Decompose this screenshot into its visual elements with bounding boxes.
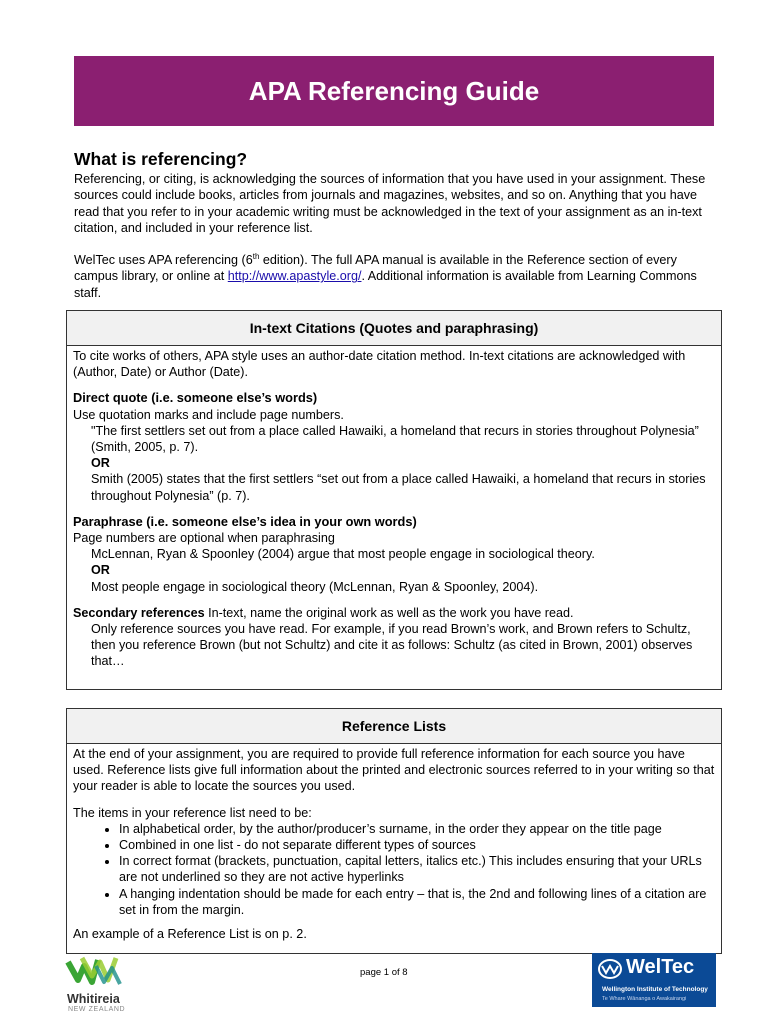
- reference-items-list: [73, 821, 715, 918]
- direct-quote-example-2: Smith (2005) states that the first settlers “set out from a place called Hawaiki, a homeland that recurs in stories throughout Polynesia” (p. 7).: [91, 472, 706, 503]
- list-item: • Combined in one list - do not separate different types of sources: [119, 837, 715, 853]
- intro-p2-text-b: edition). The full APA manual is available in the Reference section of every campus library, or online at: [74, 253, 677, 284]
- reference-lists-heading: Reference Lists: [67, 709, 721, 744]
- list-item: • A hanging indentation should be made for each entry – that is, the 2nd and following lines of a citation are set in from the margin.: [119, 886, 715, 918]
- secondary-references-heading: Secondary references: [73, 605, 205, 620]
- intro-paragraph-2: [74, 249, 710, 301]
- weltec-emblem-icon: [597, 958, 623, 980]
- direct-quote-note: Use quotation marks and include page numbers.: [73, 407, 344, 422]
- weltec-maori-name: Te Whare Wānanga o Awakairangi: [602, 996, 687, 1002]
- secondary-references-note: In-text, name the original work as well as the work you have read.: [204, 605, 574, 620]
- weltec-logo: [592, 953, 716, 1007]
- weltec-institute: Wellington Institute of Technology: [602, 986, 708, 993]
- list-item: • In correct format (brackets, punctuation, capital letters, italics etc.) This includes ensuring that your URLs are not underlined so they are not active hyperlinks: [119, 853, 715, 885]
- reference-lists-intro: At the end of your assignment, you are required to provide full reference information for each source you have used. Reference lists give full information about the printed and electronic sources referred to in your writing so that your reader is able to locate the sources you used.: [73, 747, 715, 794]
- secondary-references-example: Only reference sources you have read. For example, if you read Brown’s work, and Brown refers to Schultz, then you reference Brown (but not Schultz) and cite it as follows: Schultz (as cited in Brown, 2001) observes that…: [91, 622, 693, 669]
- section-heading-referencing: What is referencing?: [74, 149, 248, 169]
- reference-list-example-note: An example of a Reference List is on p. 2.: [73, 927, 307, 942]
- direct-quote-heading: Direct quote (i.e. someone else’s words): [73, 390, 318, 406]
- or-label-1: OR: [91, 456, 110, 471]
- whitireia-sub: NEW ZEALAND: [68, 1006, 126, 1013]
- weltec-name: WelTec: [626, 956, 695, 978]
- paraphrase-example-2: Most people engage in sociological theory (McLennan, Ryan & Spoonley, 2004).: [91, 579, 539, 594]
- whitireia-name: Whitireia: [67, 992, 120, 1006]
- page-number: page 1 of 8: [360, 967, 408, 978]
- reference-items-intro: The items in your reference list need to be:: [73, 805, 312, 820]
- or-label-2: OR: [91, 563, 110, 578]
- intro-p2-text-a: WelTec uses APA referencing (6: [74, 253, 253, 268]
- paraphrase-heading: Paraphrase (i.e. someone else’s idea in your own words): [73, 513, 417, 529]
- paraphrase-example-1: McLennan, Ryan & Spoonley (2004) argue that most people engage in sociological theory.: [91, 547, 595, 562]
- title-banner: [74, 56, 714, 126]
- direct-quote-example-1: "The first settlers set out from a place called Hawaiki, a homeland that recurs in stories throughout Polynesia” (Smith, 2005, p. 7).: [91, 423, 699, 455]
- page-title: APA Referencing Guide: [248, 75, 540, 106]
- intext-citations-body: [67, 346, 721, 670]
- reference-lists-box: [66, 708, 722, 954]
- reference-lists-body: [67, 744, 721, 942]
- intro-p2-sup: th: [252, 252, 260, 261]
- apastyle-link[interactable]: http://www.apastyle.org/: [227, 269, 362, 284]
- paraphrase-note: Page numbers are optional when paraphrasing: [73, 531, 335, 546]
- secondary-references-section: [73, 605, 715, 670]
- intext-citations-heading: In-text Citations (Quotes and paraphrasing): [67, 311, 721, 346]
- intro-p2-text-c: . Additional information is available from Learning Commons staff.: [74, 269, 697, 300]
- direct-quote-section: [73, 390, 715, 503]
- paraphrase-section: [73, 514, 715, 595]
- intro-paragraph-1: Referencing, or citing, is acknowledging the sources of information that you have used in your assignment. These sources could include books, articles from journals and magazines, websites, and so on. Anything that you have read that you refer to in your academic writing must be acknowledged in the text of your assignment as an in-text citation, and included in your reference list.: [74, 172, 706, 235]
- intext-intro: To cite works of others, APA style uses an author-date citation method. In-text citations are acknowledged with (Author, Date) or Author (Date).: [73, 349, 686, 380]
- list-item: • In alphabetical order, by the author/producer’s surname, in the order they appear on the title page: [119, 821, 715, 837]
- intext-citations-box: [66, 310, 722, 690]
